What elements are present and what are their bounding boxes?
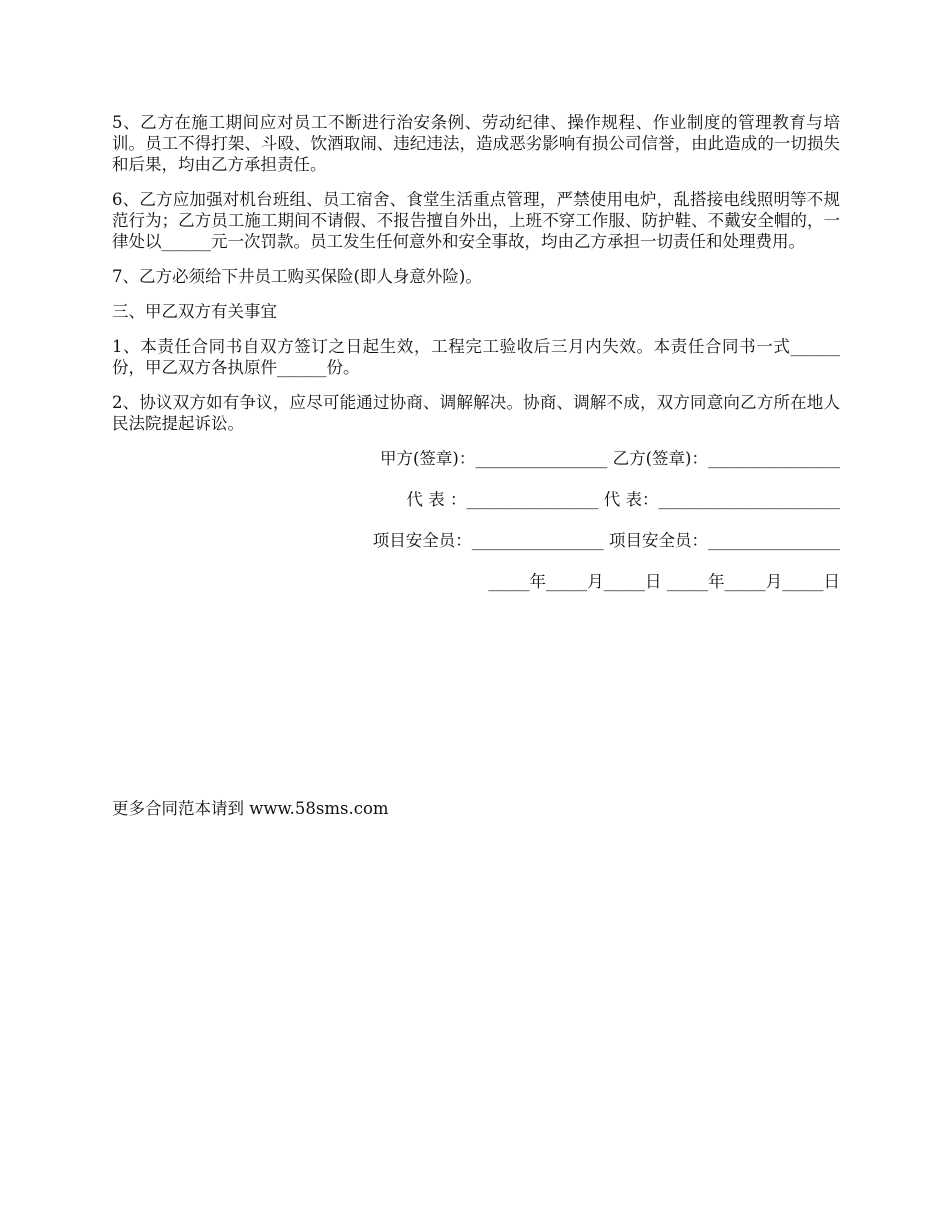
representative-row: 代 表 ：________________ 代 表：______________________ [406, 490, 840, 509]
date-row: _____年_____月_____日 _____年_____月_____日 [488, 572, 840, 591]
section-heading-3: 三、甲乙双方有关事宜 [112, 302, 277, 321]
signature-block [112, 448, 840, 592]
clause-7: 7、乙方必须给下井员工购买保险(即人身意外险)。 [112, 267, 482, 286]
section-3-clause-2: 2、协议双方如有争议，应尽可能通过协商、调解解决。协商、调解不成，双方同意向乙方所在地人民法院提起诉讼。 [112, 393, 840, 433]
clause-5: 5、乙方在施工期间应对员工不断进行治安条例、劳动纪律、操作规程、作业制度的管理教育与培训。员工不得打架、斗殴、饮酒取闹、违纪违法，造成恶劣影响有损公司信誉，由此造成的一切损失和后果，均由乙方承担责任。 [112, 113, 840, 174]
footer-link-text: 更多合同范本请到 www.58sms.com [112, 799, 389, 818]
section-3-clause-1: 1、本责任合同书自双方签订之日起生效，工程完工验收后三月内失效。本责任合同书一式______份，甲乙双方各执原件______份。 [112, 337, 840, 377]
seal-row: 甲方(签章)：________________ 乙方(签章)：________________ [380, 449, 840, 468]
safety-officer-row: 项目安全员：________________ 项目安全员：________________ [372, 531, 840, 550]
document-body [112, 112, 840, 612]
clause-6: 6、乙方应加强对机台班组、员工宿舍、食堂生活重点管理，严禁使用电炉，乱搭接电线照明等不规范行为；乙方员工施工期间不请假、不报告擅自外出，上班不穿工作服、防护鞋、不戴安全帽的，一律处以______元一次罚款。员工发生任何意外和安全事故，均由乙方承担一切责任和处理费用。 [112, 190, 840, 251]
